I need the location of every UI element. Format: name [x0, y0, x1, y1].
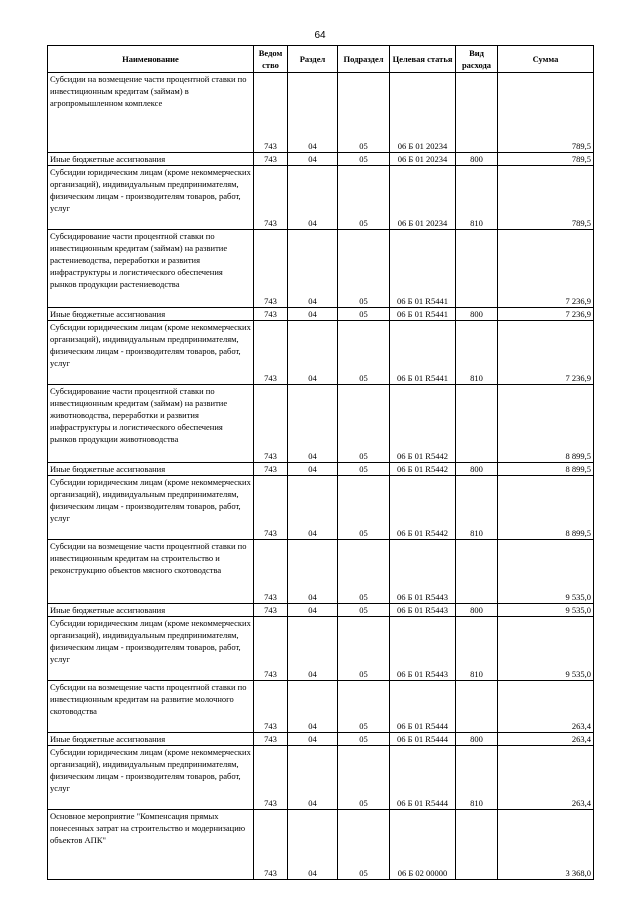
row-razdel: 04	[288, 385, 338, 463]
row-podrazdel: 05	[338, 73, 390, 153]
row-razdel: 04	[288, 681, 338, 733]
table-row	[48, 733, 594, 746]
row-summa: 263,4	[498, 746, 594, 810]
row-razdel: 04	[288, 153, 338, 166]
row-vid: 800	[456, 463, 498, 476]
row-tselevaya: 06 Б 01 20234	[390, 73, 456, 153]
table-row	[48, 321, 594, 385]
row-razdel: 04	[288, 733, 338, 746]
row-vid	[456, 73, 498, 153]
row-tselevaya: 06 Б 01 20234	[390, 153, 456, 166]
row-vid	[456, 540, 498, 604]
row-vid: 810	[456, 166, 498, 230]
row-razdel: 04	[288, 308, 338, 321]
table-row	[48, 604, 594, 617]
row-razdel: 04	[288, 540, 338, 604]
row-summa: 263,4	[498, 681, 594, 733]
row-podrazdel: 05	[338, 230, 390, 308]
row-name: Иные бюджетные ассигнования	[48, 308, 254, 321]
row-vid	[456, 385, 498, 463]
header-vid: Вид расхода	[456, 46, 498, 73]
header-summa: Сумма	[498, 46, 594, 73]
row-vedomstvo: 743	[254, 385, 288, 463]
row-vedomstvo: 743	[254, 746, 288, 810]
row-vid: 810	[456, 746, 498, 810]
table-row	[48, 540, 594, 604]
row-razdel: 04	[288, 617, 338, 681]
row-vid: 800	[456, 733, 498, 746]
row-razdel: 04	[288, 230, 338, 308]
header-podrazdel: Подраздел	[338, 46, 390, 73]
row-name: Субсидии юридическим лицам (кроме некоммерческих организаций), индивидуальным предпринимателям, физическим лицам - производителям товаров, работ, услуг	[48, 617, 254, 681]
table-row	[48, 810, 594, 880]
row-podrazdel: 05	[338, 681, 390, 733]
row-name: Субсидии юридическим лицам (кроме некоммерческих организаций), индивидуальным предпринимателям, физическим лицам - производителям товаров, работ, услуг	[48, 746, 254, 810]
row-summa: 8 899,5	[498, 463, 594, 476]
row-summa: 8 899,5	[498, 385, 594, 463]
row-podrazdel: 05	[338, 746, 390, 810]
table-row	[48, 385, 594, 463]
row-name: Субсидии на возмещение части процентной ставки по инвестиционным кредитам на развитие молочного скотоводства	[48, 681, 254, 733]
row-podrazdel: 05	[338, 604, 390, 617]
row-tselevaya: 06 Б 01 R5442	[390, 385, 456, 463]
row-name: Субсидии юридическим лицам (кроме некоммерческих организаций), индивидуальным предпринимателям, физическим лицам - производителям товаров, работ, услуг	[48, 476, 254, 540]
row-summa: 789,5	[498, 153, 594, 166]
row-vedomstvo: 743	[254, 463, 288, 476]
row-vedomstvo: 743	[254, 810, 288, 880]
row-podrazdel: 05	[338, 308, 390, 321]
table-row	[48, 463, 594, 476]
page-number: 64	[314, 30, 326, 41]
row-razdel: 04	[288, 604, 338, 617]
row-vedomstvo: 743	[254, 617, 288, 681]
row-tselevaya: 06 Б 01 R5441	[390, 321, 456, 385]
row-tselevaya: 06 Б 01 R5442	[390, 476, 456, 540]
row-razdel: 04	[288, 463, 338, 476]
row-podrazdel: 05	[338, 385, 390, 463]
row-razdel: 04	[288, 166, 338, 230]
row-name: Иные бюджетные ассигнования	[48, 153, 254, 166]
row-vedomstvo: 743	[254, 153, 288, 166]
row-podrazdel: 05	[338, 733, 390, 746]
row-name: Иные бюджетные ассигнования	[48, 604, 254, 617]
row-name: Субсидии юридическим лицам (кроме некоммерческих организаций), индивидуальным предпринимателям, физическим лицам - производителям товаров, работ, услуг	[48, 321, 254, 385]
table-row	[48, 681, 594, 733]
row-tselevaya: 06 Б 01 R5444	[390, 733, 456, 746]
row-vid	[456, 681, 498, 733]
row-summa: 9 535,0	[498, 604, 594, 617]
row-tselevaya: 06 Б 01 20234	[390, 166, 456, 230]
row-summa: 7 236,9	[498, 308, 594, 321]
row-vid: 800	[456, 604, 498, 617]
row-name: Иные бюджетные ассигнования	[48, 733, 254, 746]
row-vedomstvo: 743	[254, 604, 288, 617]
row-vedomstvo: 743	[254, 230, 288, 308]
budget-table	[47, 45, 594, 880]
row-razdel: 04	[288, 321, 338, 385]
row-name: Субсидии на возмещение части процентной ставки по инвестиционным кредитам (займам) в агропромышленном комплексе	[48, 73, 254, 153]
row-tselevaya: 06 Б 01 R5443	[390, 604, 456, 617]
row-podrazdel: 05	[338, 321, 390, 385]
row-name: Основное мероприятие "Компенсация прямых понесенных затрат на строительство и модернизацию объектов АПК"	[48, 810, 254, 880]
row-razdel: 04	[288, 73, 338, 153]
row-vedomstvo: 743	[254, 321, 288, 385]
table-row	[48, 230, 594, 308]
row-name: Субсидирование части процентной ставки по инвестиционным кредитам (займам) на развитие растениеводства, переработки и развития инфраструктуры и логистического обеспечения рынков продукции растениеводства	[48, 230, 254, 308]
row-vid	[456, 810, 498, 880]
row-summa: 7 236,9	[498, 321, 594, 385]
row-podrazdel: 05	[338, 153, 390, 166]
table-row	[48, 166, 594, 230]
row-vedomstvo: 743	[254, 540, 288, 604]
header-name: Наименование	[48, 46, 254, 73]
table-header-row	[48, 46, 594, 73]
table-row	[48, 476, 594, 540]
row-tselevaya: 06 Б 01 R5441	[390, 230, 456, 308]
row-vedomstvo: 743	[254, 73, 288, 153]
header-tselevaya: Целевая статья	[390, 46, 456, 73]
row-podrazdel: 05	[338, 476, 390, 540]
row-vedomstvo: 743	[254, 166, 288, 230]
table-row	[48, 153, 594, 166]
row-tselevaya: 06 Б 01 R5442	[390, 463, 456, 476]
row-summa: 3 368,0	[498, 810, 594, 880]
header-vedomstvo: Ведом ство	[254, 46, 288, 73]
row-name: Субсидии юридическим лицам (кроме некоммерческих организаций), индивидуальным предпринимателям, физическим лицам - производителям товаров, работ, услуг	[48, 166, 254, 230]
row-razdel: 04	[288, 746, 338, 810]
row-name: Субсидии на возмещение части процентной ставки по инвестиционным кредитам на строительство и реконструкцию объектов мясного скотоводства	[48, 540, 254, 604]
row-name: Субсидирование части процентной ставки по инвестиционным кредитам (займам) на развитие животноводства, переработки и развития инфраструктуры и логистического обеспечения рынков продукции животноводства	[48, 385, 254, 463]
table-row	[48, 308, 594, 321]
header-razdel: Раздел	[288, 46, 338, 73]
row-vedomstvo: 743	[254, 476, 288, 540]
row-vedomstvo: 743	[254, 681, 288, 733]
row-podrazdel: 05	[338, 810, 390, 880]
row-summa: 9 535,0	[498, 617, 594, 681]
row-razdel: 04	[288, 810, 338, 880]
row-summa: 9 535,0	[498, 540, 594, 604]
row-summa: 789,5	[498, 73, 594, 153]
row-vid	[456, 230, 498, 308]
row-vid: 810	[456, 321, 498, 385]
table-row	[48, 746, 594, 810]
row-podrazdel: 05	[338, 540, 390, 604]
row-summa: 8 899,5	[498, 476, 594, 540]
table-body	[48, 73, 594, 880]
row-podrazdel: 05	[338, 463, 390, 476]
row-vedomstvo: 743	[254, 733, 288, 746]
row-tselevaya: 06 Б 02 00000	[390, 810, 456, 880]
row-vid: 810	[456, 617, 498, 681]
row-summa: 789,5	[498, 166, 594, 230]
row-vid: 800	[456, 153, 498, 166]
row-summa: 263,4	[498, 733, 594, 746]
row-podrazdel: 05	[338, 166, 390, 230]
row-summa: 7 236,9	[498, 230, 594, 308]
row-podrazdel: 05	[338, 617, 390, 681]
row-name: Иные бюджетные ассигнования	[48, 463, 254, 476]
row-vid: 810	[456, 476, 498, 540]
row-vedomstvo: 743	[254, 308, 288, 321]
table-row	[48, 73, 594, 153]
row-razdel: 04	[288, 476, 338, 540]
row-tselevaya: 06 Б 01 R5443	[390, 540, 456, 604]
row-tselevaya: 06 Б 01 R5441	[390, 308, 456, 321]
row-vid: 800	[456, 308, 498, 321]
row-tselevaya: 06 Б 01 R5444	[390, 681, 456, 733]
row-tselevaya: 06 Б 01 R5444	[390, 746, 456, 810]
table-row	[48, 617, 594, 681]
row-tselevaya: 06 Б 01 R5443	[390, 617, 456, 681]
